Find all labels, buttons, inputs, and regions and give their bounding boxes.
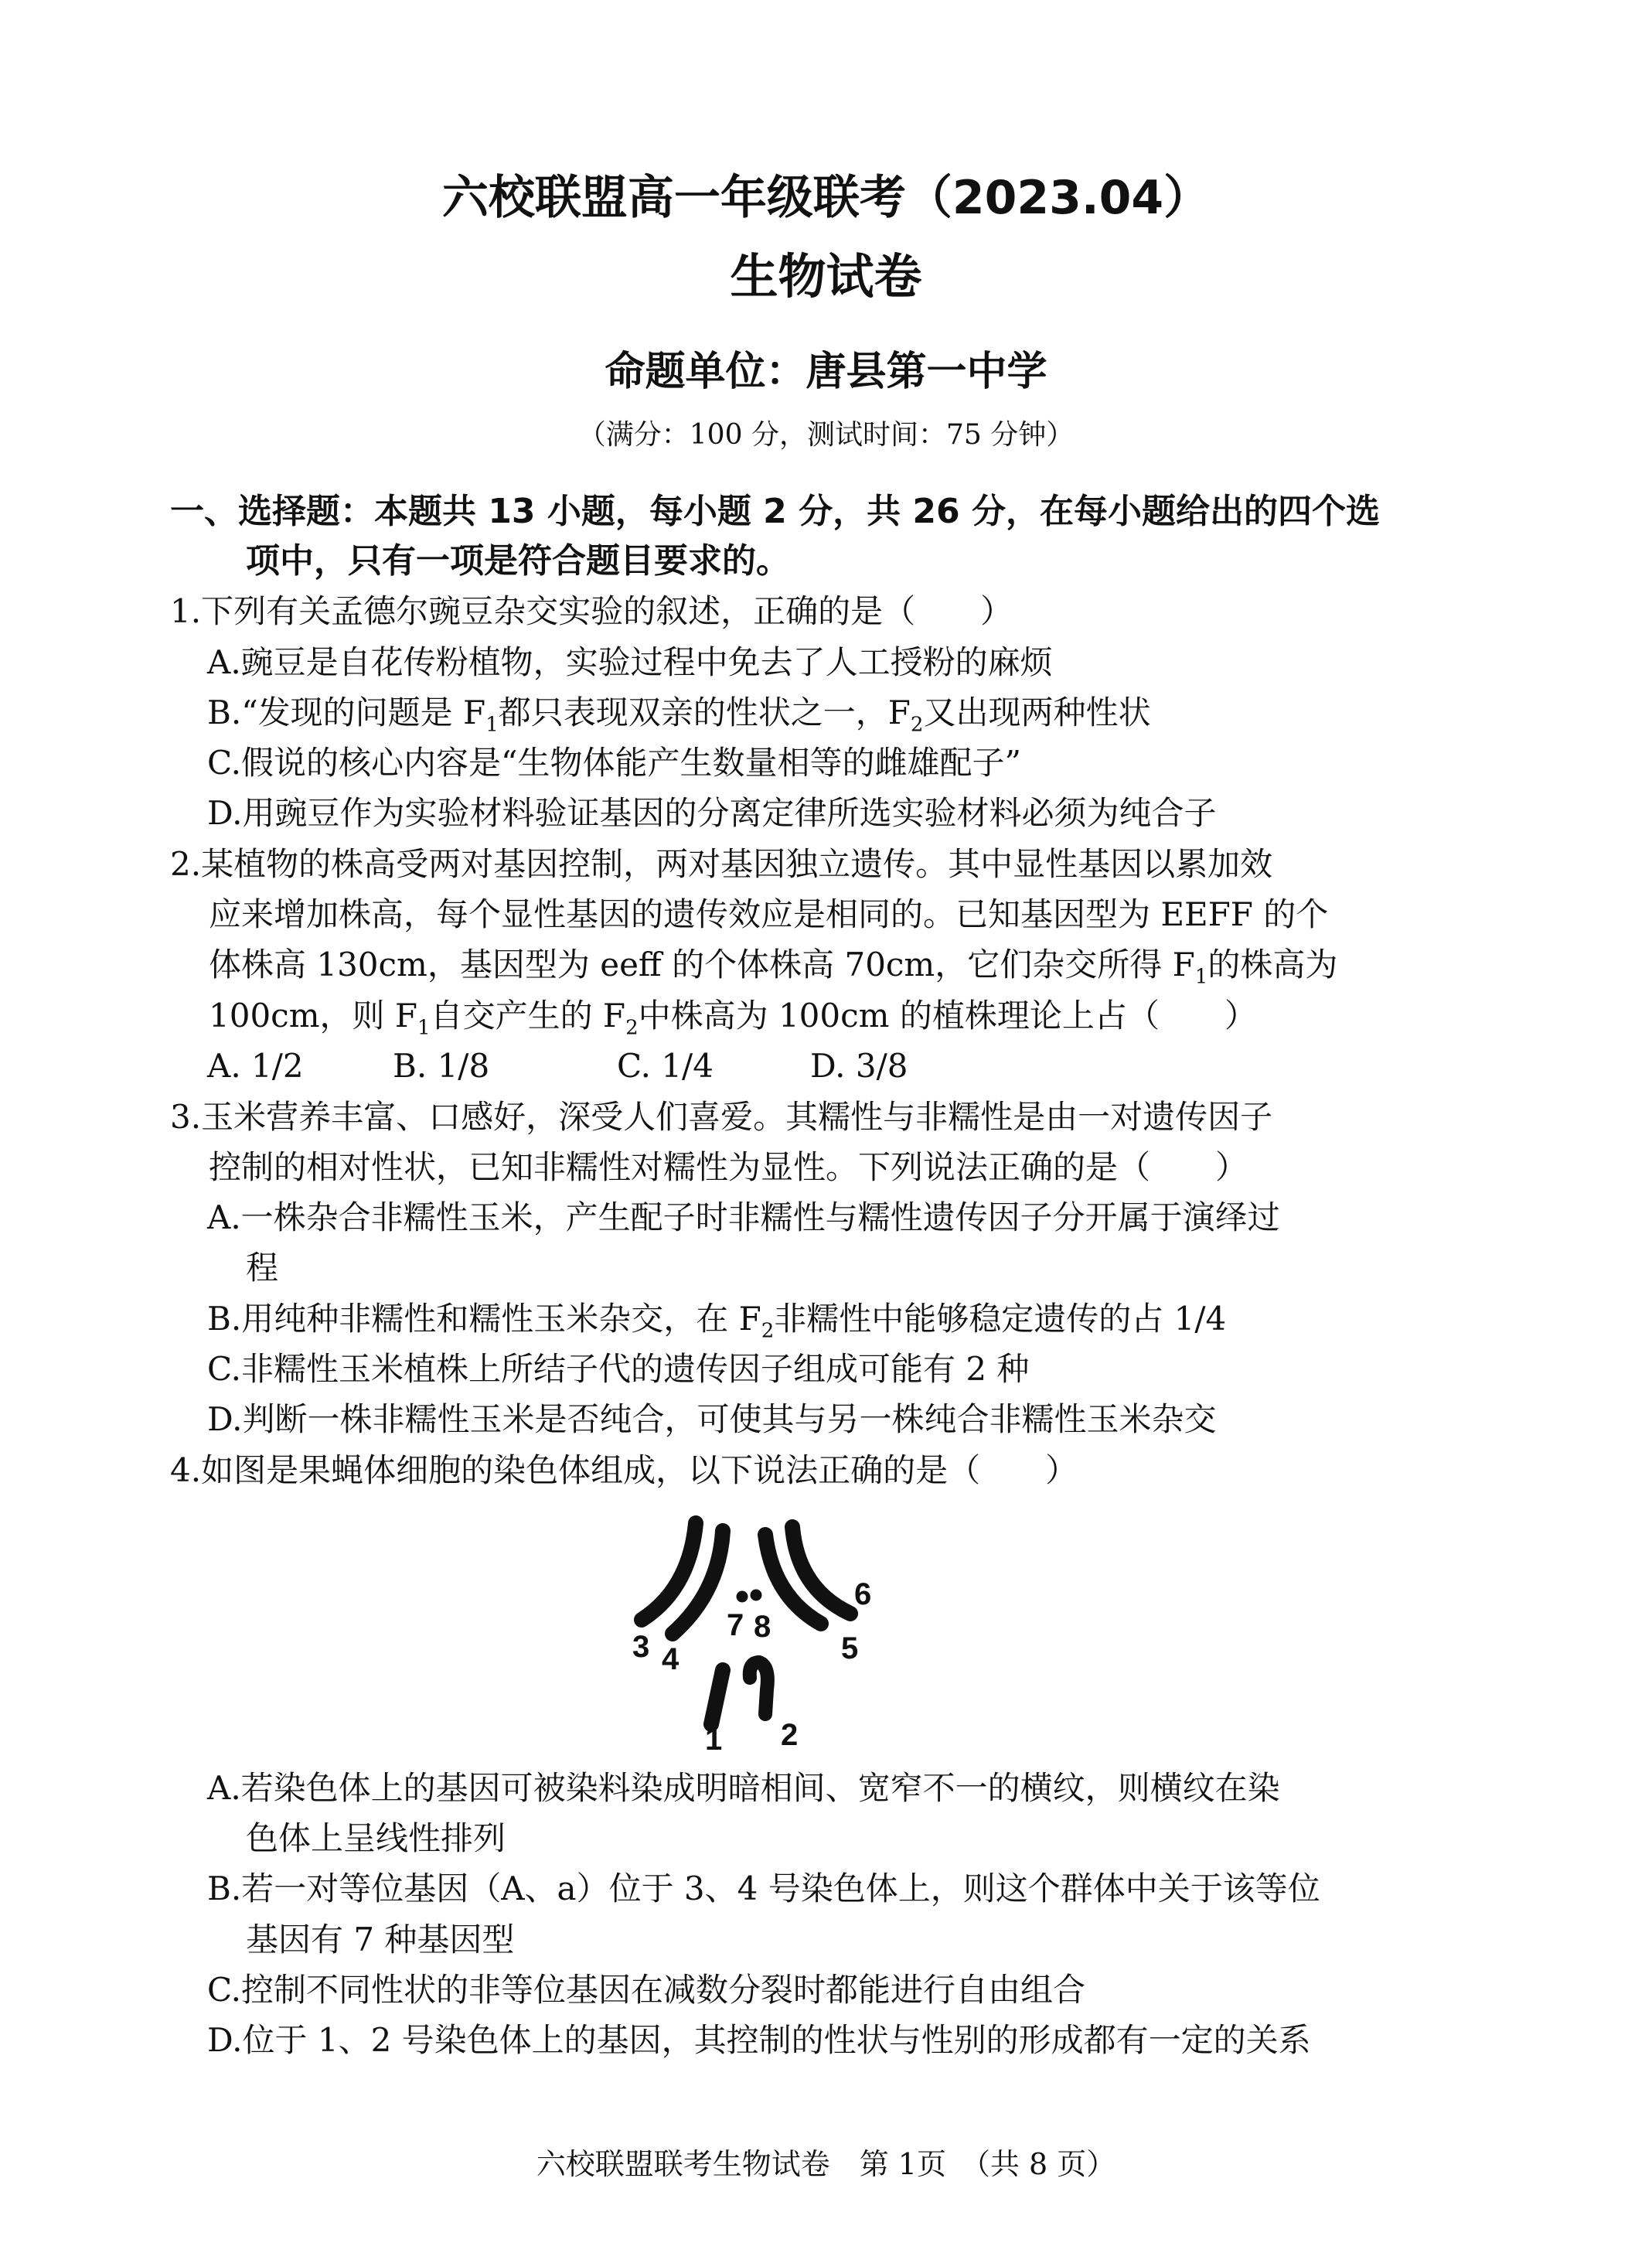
chromosome-8 — [751, 1590, 761, 1600]
label-5: 5 — [841, 1631, 859, 1665]
q1-option-b: B.“发现的问题是 $F_1$都只表现双亲的性状之一，$F_2$又出现两种性状 — [207, 694, 1151, 737]
label-2: 2 — [781, 1718, 799, 1751]
q3-stem-line2: 控制的相对性状，已知非糯性对糯性为显性。下列说法正确的是（ ） — [209, 1148, 1248, 1186]
q1-option-c: C.假说的核心内容是“生物体能产生数量相等的雌雄配子” — [207, 744, 1021, 782]
chromosome-2 — [750, 1662, 768, 1714]
q2-option-d: D. 3/8 — [810, 1047, 908, 1085]
q2-option-b: B. 1/8 — [393, 1047, 490, 1085]
exam-info: （满分：100 分，测试时间：75 分钟） — [577, 419, 1075, 451]
page-footer: 六校联盟联考生物试卷 第 1页 （共 8 页） — [536, 2147, 1116, 2181]
label-4: 4 — [662, 1642, 680, 1676]
q4-option-d: D.位于 1、2 号染色体上的基因，其控制的性状与性别的形成都有一定的关系 — [207, 2021, 1311, 2059]
q2-option-c: C. 1/4 — [617, 1047, 714, 1085]
chromosome-1 — [711, 1670, 723, 1724]
label-7: 7 — [727, 1608, 744, 1642]
exam-title: 六校联盟高一年级联考（2023.04） — [441, 171, 1211, 225]
q4-option-b-line1: B.若一对等位基因（A、a）位于 3、4 号染色体上，则这个群体中关于该等位 — [207, 1870, 1320, 1907]
chromosome-3 — [642, 1523, 696, 1620]
label-3: 3 — [632, 1630, 650, 1664]
q1-option-d: D.用豌豆作为实验材料验证基因的分离定律所选实验材料必须为纯合子 — [207, 794, 1217, 832]
q3-option-b: B.用纯种非糯性和糯性玉米杂交，在 $F_2$非糯性中能够稳定遗传的占 1/4 — [207, 1300, 1227, 1343]
q4-stem: 4.如图是果蝇体细胞的染色体组成，以下说法正确的是（ ） — [170, 1451, 1078, 1489]
q3-option-d: D.判断一株非糯性玉米是否纯合，可使其与另一株纯合非糯性玉米杂交 — [207, 1400, 1217, 1438]
label-6: 6 — [854, 1577, 872, 1611]
q3-option-c: C.非糯性玉米植株上所结子代的遗传因子组成可能有 2 种 — [207, 1350, 1030, 1388]
q4-option-c: C.控制不同性状的非等位基因在减数分裂时都能进行自由组合 — [207, 1971, 1085, 2009]
q3-option-a-line2: 程 — [246, 1249, 279, 1287]
q2-option-a: A. 1/2 — [207, 1047, 304, 1085]
q1-option-a: A.豌豆是自花传粉植物，实验过程中免去了人工授粉的麻烦 — [207, 643, 1053, 681]
chromosome-7 — [737, 1591, 748, 1602]
q2-stem-line2: 应来增加株高，每个显性基因的遗传效应是相同的。已知基因型为 EEFF 的个 — [209, 895, 1329, 933]
q2-stem-line4: 100cm，则 $F_1$自交产生的 $F_2$中株高为 100cm 的植株理论上占（ ） — [209, 997, 1257, 1040]
q2-options — [207, 1044, 908, 1089]
q4-option-b-line2: 基因有 7 种基因型 — [246, 1921, 515, 1958]
exam-author: 命题单位：唐县第一中学 — [605, 349, 1047, 395]
q2-stem-line1: 2.某植物的株高受两对基因控制，两对基因独立遗传。其中显性基因以累加效 — [170, 845, 1273, 883]
q4-option-a-line1: A.若染色体上的基因可被染料染成明暗相间、宽窄不一的横纹，则横纹在染 — [207, 1769, 1280, 1807]
q4-option-a-line2: 色体上呈线性排列 — [246, 1819, 506, 1857]
exam-subject: 生物试卷 — [730, 248, 922, 305]
q1-stem: 1.下列有关孟德尔豌豆杂交实验的叙述，正确的是（ ） — [170, 592, 1013, 630]
label-8: 8 — [754, 1610, 772, 1644]
q3-stem-line1: 3.玉米营养丰富、口感好，深受人们喜爱。其糯性与非糯性是由一对遗传因子 — [170, 1098, 1273, 1136]
chromosome-figure — [618, 1504, 897, 1751]
section-heading-line1: 一、选择题：本题共 13 小题，每小题 2 分，共 26 分，在每小题给出的四个选 — [170, 492, 1380, 531]
label-1: 1 — [705, 1723, 723, 1751]
q2-stem-line3: 体株高 130cm，基因型为 eeff 的个体株高 70cm，它们杂交所得 $F_1$的株高为 — [209, 946, 1338, 989]
section-heading-line2: 项中，只有一项是符合题目要求的。 — [246, 541, 790, 581]
q3-option-a-line1: A.一株杂合非糯性玉米，产生配子时非糯性与糯性遗传因子分开属于演绎过 — [207, 1198, 1280, 1236]
